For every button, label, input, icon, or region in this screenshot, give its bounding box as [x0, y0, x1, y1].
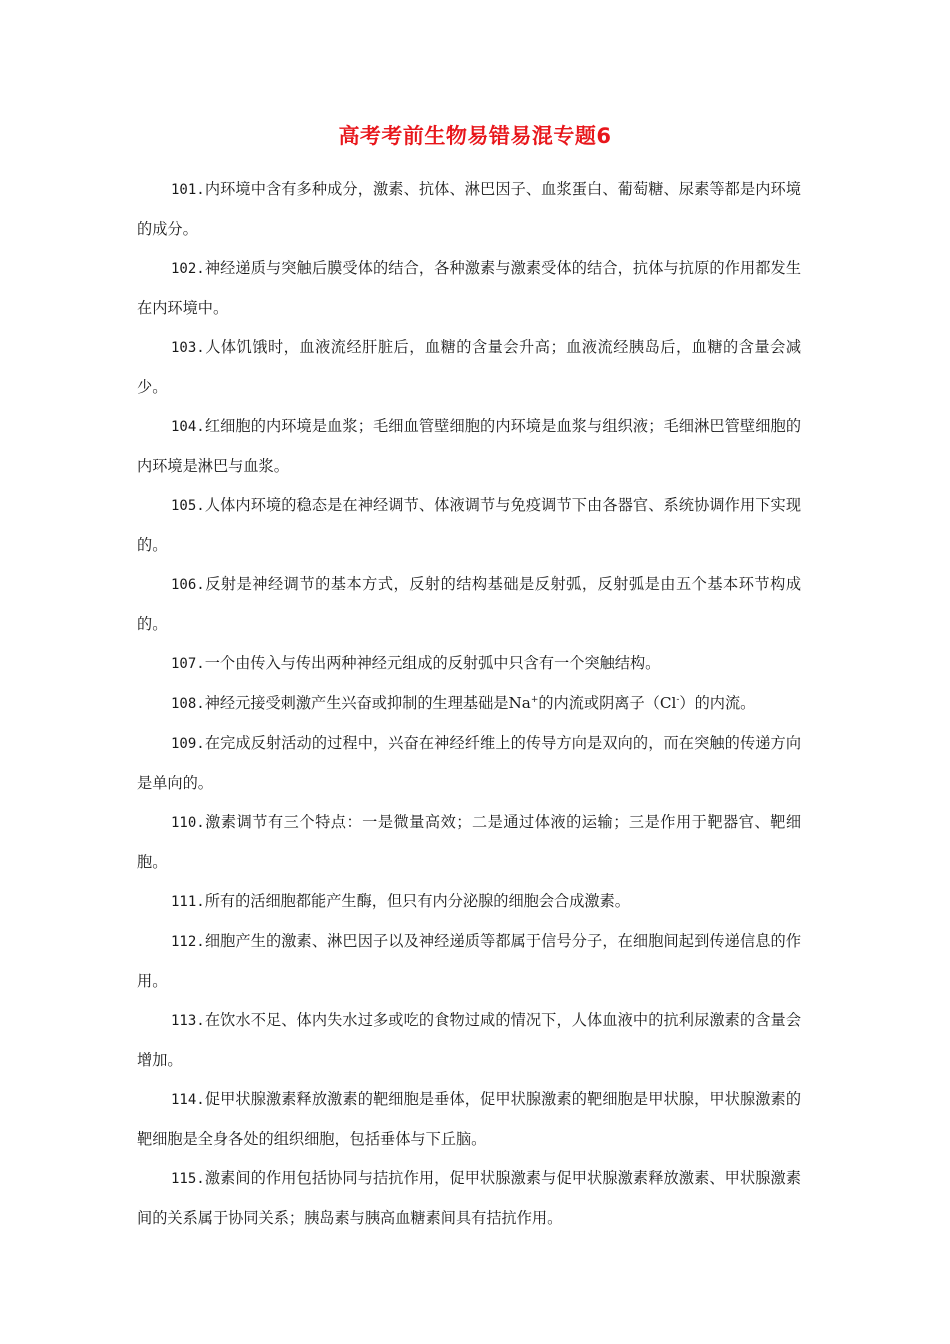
list-item: [137, 407, 801, 486]
document-body: [137, 170, 801, 1238]
item-text: ）的内流。: [679, 694, 756, 712]
document-title: 高考考前生物易错易混专题6: [338, 124, 612, 148]
item-number: 103.: [171, 340, 205, 356]
item-number: 104.: [171, 419, 205, 435]
item-text: 所有的活细胞都能产生酶，但只有内分泌腺的细胞会合成激素。: [204, 892, 630, 910]
list-item: [137, 1080, 801, 1159]
item-text: 人体饥饿时，血液流经肝脏后，血糖的含量会升高；血液流经胰岛后，血糖的含量会减少。: [137, 338, 801, 396]
item-number: 110.: [171, 815, 205, 831]
item-text: 细胞产生的激素、淋巴因子以及神经递质等都属于信号分子，在细胞间起到传递信息的作用。: [137, 932, 801, 990]
list-item: [137, 1159, 801, 1238]
list-item: [137, 565, 801, 644]
item-text: 激素调节有三个特点：一是微量高效；二是通过体液的运输；三是作用于靶器官、靶细胞。: [137, 813, 801, 871]
list-item: [137, 170, 801, 249]
item-number: 112.: [171, 934, 205, 950]
item-text: 反射是神经调节的基本方式，反射的结构基础是反射弧，反射弧是由五个基本环节构成的。: [137, 575, 801, 633]
item-number: 109.: [171, 736, 205, 752]
item-number: 114.: [171, 1092, 205, 1108]
item-number: 101.: [171, 182, 205, 198]
list-item: [137, 328, 801, 407]
item-text: 激素间的作用包括协同与拮抗作用，促甲状腺激素与促甲状腺激素释放激素、甲状腺激素间的关系属于协同关系；胰岛素与胰高血糖素间具有拮抗作用。: [137, 1169, 801, 1227]
list-item: [137, 1001, 801, 1080]
item-text: 人体内环境的稳态是在神经调节、体液调节与免疫调节下由各器官、系统协调作用下实现的。: [137, 496, 801, 554]
item-number: 102.: [171, 261, 205, 277]
item-number: 115.: [171, 1171, 205, 1187]
list-item: [137, 486, 801, 565]
list-item: [137, 803, 801, 882]
item-text: 红细胞的内环境是血浆；毛细血管壁细胞的内环境是血浆与组织液；毛细淋巴管壁细胞的内环境是淋巴与血浆。: [137, 417, 801, 475]
item-text: 的内流或阴离子（Cl: [538, 694, 677, 712]
item-number: 113.: [171, 1013, 205, 1029]
item-number: 107.: [171, 656, 205, 672]
item-number: 108.: [171, 696, 205, 712]
item-text: 一个由传入与传出两种神经元组成的反射弧中只含有一个突触结构。: [204, 654, 661, 672]
list-item: [137, 644, 801, 684]
superscript: +: [530, 694, 539, 705]
list-item: [137, 724, 801, 803]
item-text: 在完成反射活动的过程中，兴奋在神经纤维上的传导方向是双向的，而在突触的传递方向是单向的。: [137, 734, 801, 792]
item-text: 促甲状腺激素释放激素的靶细胞是垂体，促甲状腺激素的靶细胞是甲状腺，甲状腺激素的靶细胞是全身各处的组织细胞，包括垂体与下丘脑。: [137, 1090, 801, 1148]
item-number: 111.: [171, 894, 205, 910]
item-number: 106.: [171, 577, 205, 593]
item-text: 神经递质与突触后膜受体的结合，各种激素与激素受体的结合，抗体与抗原的作用都发生在内环境中。: [137, 259, 801, 317]
superscript: -: [676, 694, 680, 705]
item-text: 在饮水不足、体内失水过多或吃的食物过咸的情况下，人体血液中的抗利尿激素的含量会增加。: [137, 1011, 801, 1069]
list-item: [137, 684, 801, 724]
list-item: [137, 249, 801, 328]
list-item: [137, 882, 801, 922]
item-text: 神经元接受刺激产生兴奋或抑制的生理基础是Na: [204, 694, 531, 712]
item-number: 105.: [171, 498, 205, 514]
item-text: 内环境中含有多种成分，激素、抗体、淋巴因子、血浆蛋白、葡萄糖、尿素等都是内环境的成分。: [137, 180, 801, 238]
list-item: [137, 922, 801, 1001]
